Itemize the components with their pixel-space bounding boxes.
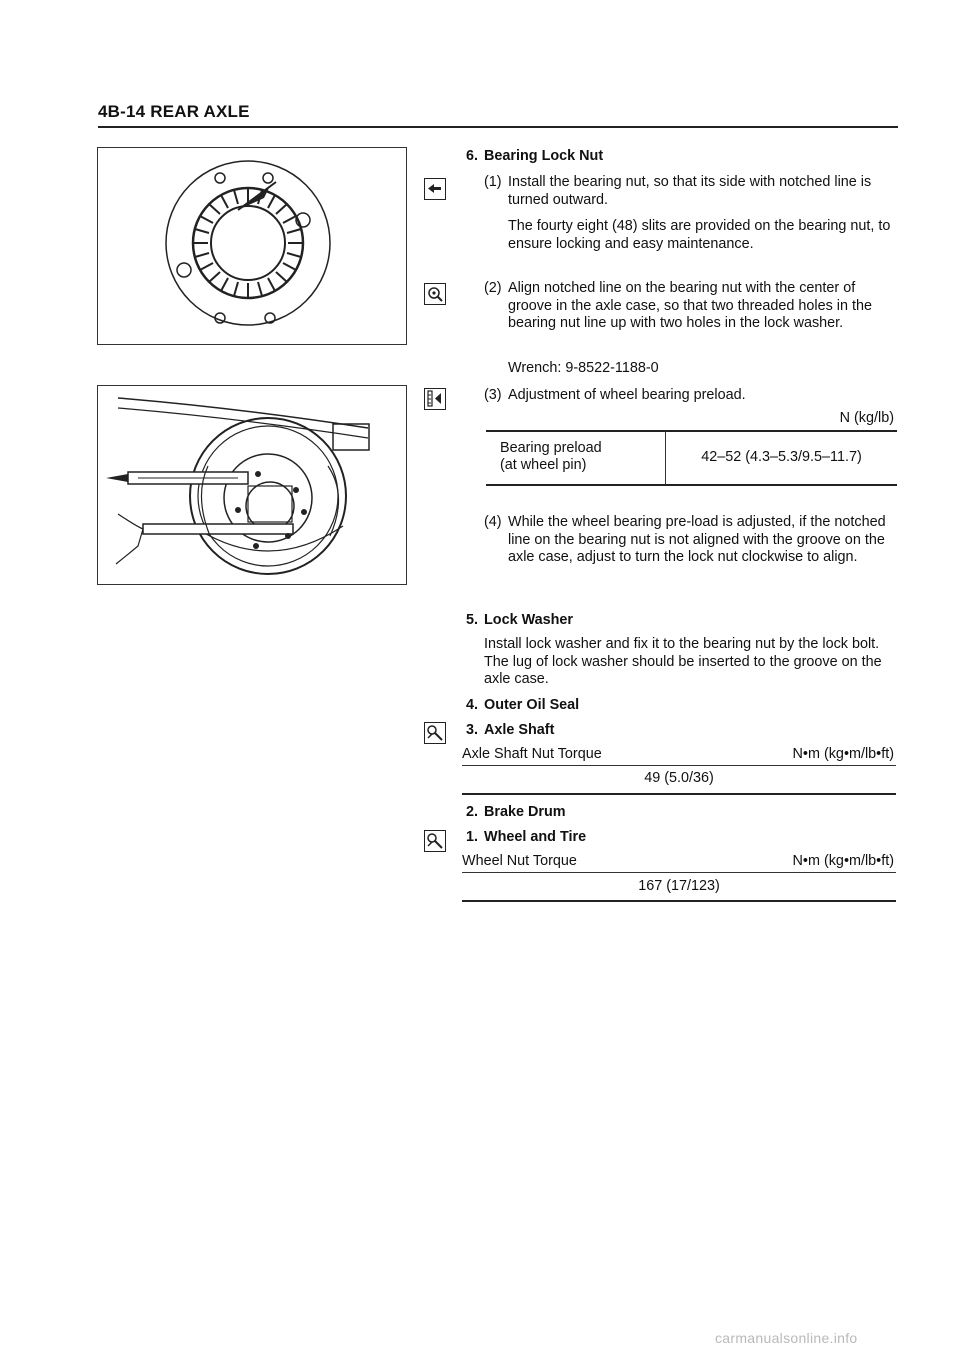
- step-2-text: Align notched line on the bearing nut with the center of groove in the axle case, so that two threaded holes in the bearing nut line up with two holes in the lock washer.: [508, 280, 872, 331]
- wheel-nut-torque-unit: N•m (kg•m/lb•ft): [792, 853, 894, 869]
- install-arrow-icon: [424, 178, 446, 200]
- preload-label-line2: (at wheel pin): [500, 457, 587, 473]
- page-title: 4B-14 REAR AXLE: [98, 102, 250, 121]
- section-1-number: 1.: [466, 829, 479, 845]
- preload-table-top-rule: [486, 430, 897, 432]
- section-2-number: 2.: [466, 804, 479, 820]
- bearing-nut-figure: [97, 147, 407, 345]
- watermark-text: carmanualsonline.info: [715, 1330, 858, 1346]
- step-1-text: Install the bearing nut, so that its side with notched line is turned outward.: [508, 174, 872, 208]
- torque-wrench-icon: [424, 722, 446, 744]
- step-1-number: (1): [484, 174, 502, 190]
- wheel-nut-torque-rule-bottom: [462, 900, 896, 902]
- section-5-number: 5.: [466, 612, 479, 628]
- step-1-note: The fourty eight (48) slits are provided on the bearing nut, to ensure locking and easy maintenance.: [508, 218, 891, 252]
- preload-unit: N (kg/lb): [839, 410, 894, 426]
- special-tool-icon: [424, 283, 446, 305]
- step-3-number: (3): [484, 387, 502, 403]
- axle-shaft-torque-rule-bottom: [462, 793, 896, 795]
- wheel-nut-torque-label: Wheel Nut Torque: [462, 853, 577, 869]
- section-5-body: Install lock washer and fix it to the bearing nut by the lock bolt. The lug of lock washer should be inserted to the groove on the axle case.: [484, 636, 882, 687]
- preload-table-bottom-rule: [486, 484, 897, 486]
- section-6-number: 6.: [466, 148, 479, 164]
- axle-shaft-torque-value: 49 (5.0/36): [644, 770, 714, 786]
- header-rule: [98, 126, 898, 128]
- torque-wrench-icon: [424, 830, 446, 852]
- section-2-title: Brake Drum: [484, 804, 566, 820]
- wheel-nut-torque-value: 167 (17/123): [638, 878, 720, 894]
- preload-label-line1: Bearing preload: [500, 440, 602, 456]
- axle-shaft-torque-label: Axle Shaft Nut Torque: [462, 746, 602, 762]
- section-6-title: Bearing Lock Nut: [484, 148, 604, 164]
- step-4-text: While the wheel bearing pre-load is adjusted, if the notched line on the bearing nut is not aligned with the groove on the axle case, adjust to turn the lock nut clockwise to align.: [508, 514, 886, 565]
- section-3-number: 3.: [466, 722, 479, 738]
- section-4-number: 4.: [466, 697, 479, 713]
- adjustment-gauge-icon: [424, 388, 446, 410]
- axle-shaft-torque-unit: N•m (kg•m/lb•ft): [792, 746, 894, 762]
- brake-assembly-drawing: [98, 386, 406, 584]
- section-4-title: Outer Oil Seal: [484, 697, 580, 713]
- wheel-nut-torque-rule-top: [462, 872, 896, 873]
- section-5-title: Lock Washer: [484, 612, 574, 628]
- step-3-text: Adjustment of wheel bearing preload.: [508, 387, 746, 403]
- step-2-number: (2): [484, 280, 502, 296]
- step-4-number: (4): [484, 514, 502, 530]
- wrench-spec: Wrench: 9-8522-1188-0: [508, 360, 659, 376]
- section-3-title: Axle Shaft: [484, 722, 555, 738]
- axle-shaft-torque-rule-top: [462, 765, 896, 766]
- section-1-title: Wheel and Tire: [484, 829, 587, 845]
- preload-value: 42–52 (4.3–5.3/9.5–11.7): [701, 449, 862, 465]
- bearing-nut-drawing: [98, 148, 406, 344]
- brake-assembly-figure: [97, 385, 407, 585]
